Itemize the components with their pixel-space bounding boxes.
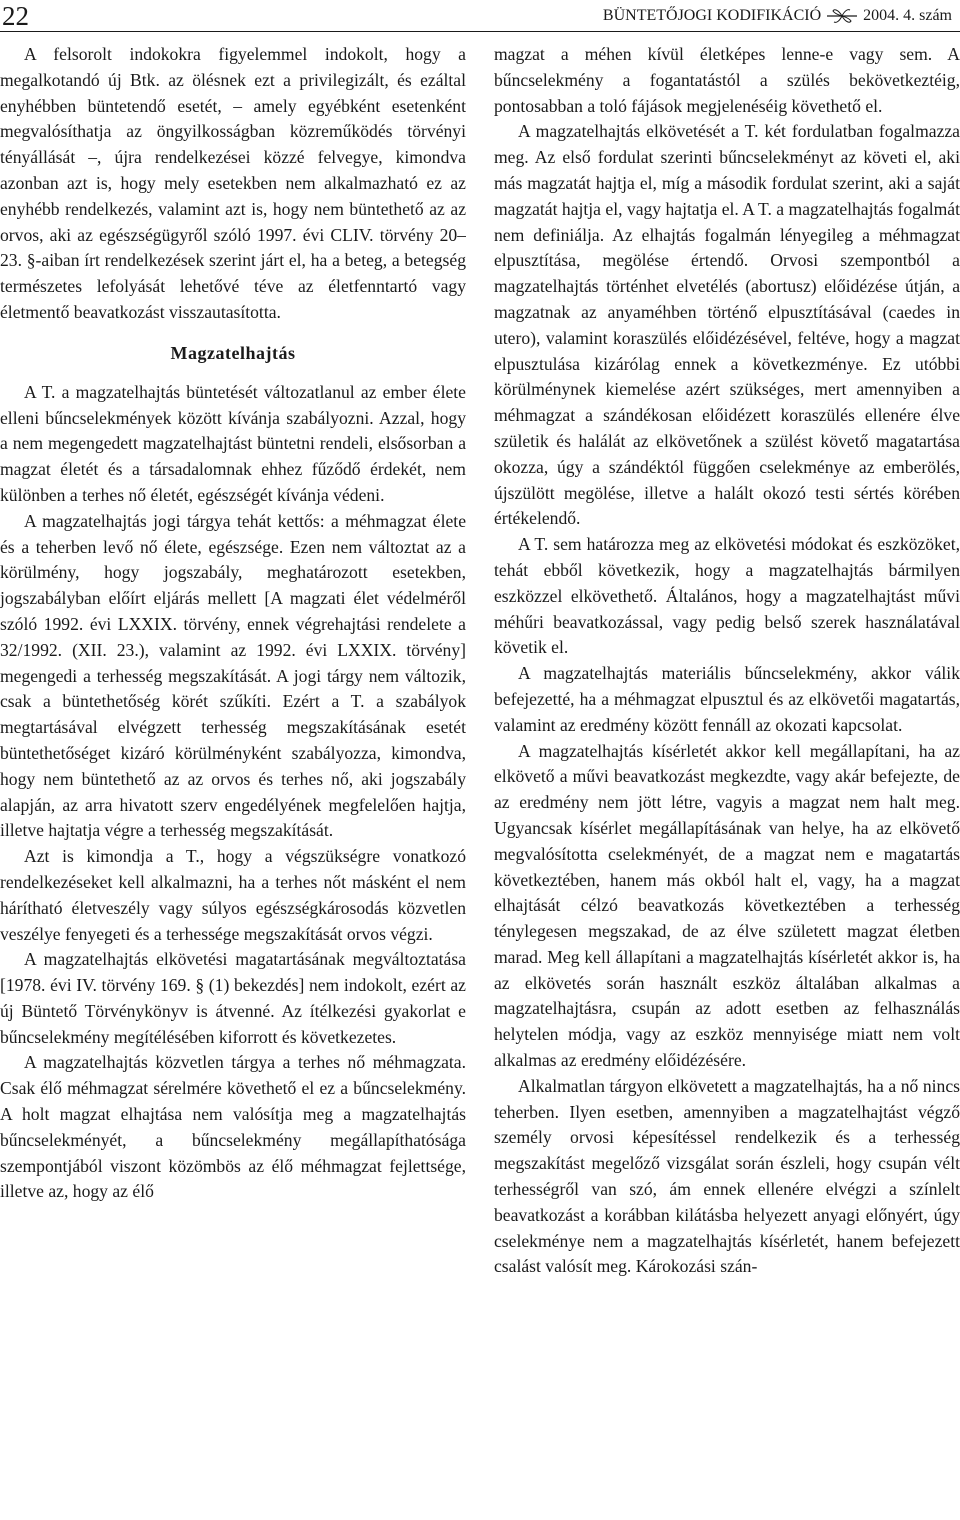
paragraph: A T. a magzatelhajtás büntetését változatlanul az ember élete elleni bűncselekmények között kívánja szabályozni. Azzal, hogy a nem megengedett magzatelhajtást büntetni rendeli, elsősorban a magzat életét és a társadalomnak ehhez fűződő érdekét, nem különben a terhes nő életét, egészségét kívánja védeni. xyxy=(0,381,466,505)
paragraph: A magzatelhajtás közvetlen tárgya a terhes nő méhmagzata. Csak élő méhmagzat sérelmére követhető el ez a bűncselekmény. A holt magzat elhajtása nem valósítja meg a magzatelhajtás bűncselekményét, a bűncselekmény megállapíthatósága szempontjából viszont közömbös az élő méhmagzat fejlettsége, illetve az, hogy az élő xyxy=(0,1052,466,1202)
right-column xyxy=(494,42,960,1518)
paragraph: A felsorolt indokokra figyelemmel indokolt, hogy a megalkotandó új Btk. az ölésnek ezt a privilegizált, és ezáltal enyhébben büntetendő esetét, – amely egyébként esetenként megvalósíthatja az öngyilkosságban közreműködés törvényi tényállását –, újra rendelkezései közzé felvegye, kimondva azonban azt is, hogy mely esetekben nem alkalmazható ez az enyhébb rendelkezés, valamint azt is, hogy nem büntethető az az orvos, aki az egészségügyről szóló 1997. évi CLIV. törvény 20–23. §-aiban írt rendelkezések szerint járt el, ha a beteg, a betegség természetes lefolyását lehetővé téve az életfenntartó vagy életmentő beavatkozást visszautasította. xyxy=(0,44,466,322)
page-number: 22 xyxy=(2,1,29,31)
paragraph: A magzatelhajtás kísérletét akkor kell megállapítani, ha az elkövető a művi beavatkozást megkezdte, vagy akár befejezte, de az eredmény nem jött létre, vagyis a magzat nem halt meg. Ugyancsak kísérlet megállapításának van helye, ha az elkövető megvalósította cselekményét, de a magzat nem e magatartás következtében, hanem más okból halt el, vagy, ha a magzat elhajtását célzó beavatkozás következtében a terhesség ténylegesen megszakad, de az élve született magzat életben marad. Meg kell állapítani a magzatelhajtás kísérletét akkor is, ha az elkövetés során használt eszköz általában alkalmas a magzatelhajtásra, csupán az adott esetben az felhasználás helytelen módja, vagy az eszköz mennyisége miatt nem volt alkalmas az eredmény előidézésére. xyxy=(494,740,960,1071)
paragraph: Alkalmatlan tárgyon elkövetett a magzatelhajtás, ha a nő nincs teherben. Ilyen esetben, amennyiben a magzatelhajtást végző személy orvosi képesítéssel rendelkezik és a terhesség megszakítást megelőző vizsgálat során észleli, hogy csupán vélt terhességről van szó, ám ennek ellenére elvégzi a színlelt beavatkozást a korábban kilátásba helyezett anyagi előnyért, úgy cselekménye nem a magzatelhajtás kísérletét, hanem befejezett csalást valósít meg. Károkozási szán- xyxy=(494,1075,960,1277)
paragraph: A magzatelhajtás elkövetését a T. két fordulatban fogalmazza meg. Az első fordulat szerinti bűncselekményt az követi el, aki más magzatát hajtja el, míg a második fordulat szerint, aki a saját magzatát hajtja el, vagy hajtatja el. A T. a magzatelhajtás fogalmát nem definiálja. Az elhajtás fogalmán lényegileg a méhmagzat elpusztítása, megölése értendő. Orvosi szempontból a magzatelhajtás történhet elvetélés (abortusz) előidézése útján, a magzatnak az anyaméhben történő elpusztításával (caedes in utero), valamint koraszülés előidézésével, feltéve, hogy a magzat elpusztulása kizárólag ennek a következménye. Ez utóbbi körülménynek kiemelése azért szükséges, mert amennyiben a méhmagzat a szándékosan előidézett koraszülés ellenére élve születik és halálát az elkövetőnek a szülést követő magatartása okozza, úgy a szándéktól függően cselekménye az emberölés, újszülött megölése, illetve a halált okozó testi sértés körében értékelendő. xyxy=(494,121,960,529)
issue-label: 2004. 4. szám xyxy=(863,7,952,24)
paragraph: Azt is kimondja a T., hogy a végszükségre vonatkozó rendelkezéseket kell alkalmazni, ha a terhes nőt másként el nem hárítható életveszély vagy súlyos egészségkárosodás közvetlen veszélye fenyegeti és a terhessége megszakítását orvos végzi. xyxy=(0,846,466,944)
section-heading: Magzatelhajtás xyxy=(170,342,296,363)
paragraph: A magzatelhajtás jogi tárgya tehát kettős: a méhmagzat élete és a teherben levő nő élete, egészsége. Ezen nem változtat az a körülmény, hogy jogszabály, meghatározott esetekben, jogszabályban előírt eljárás mellett [A magzati élet védelméről szóló 1992. évi LXXIX. törvény, ennek végrehajtási rendelete a 32/1992. (XII. 23.), valamint az 1992. évi LXXIX. törvény] megengedi a terhesség megszakítását. A jogi tárgy nem változik, csak a büntethetőség körét szűkíti. Ezért a T. a szabályok megtartásával elvégzett terhesség megszakításának esetét büntethetőséget kizáró körülményként szabályozza, kimondva, hogy nem büntethető az az orvos és terhes nő, aki jogszabály alapján, az arra hivatott szerv engedélyének megfelelően hajtja, illetve hajtatja végre a terhesség megszakítását. xyxy=(0,510,466,841)
page-header xyxy=(0,0,960,36)
paragraph: A magzatelhajtás materiális bűncselekmény, akkor válik befejezetté, ha a méhmagzat elpusztul és az elkövetői magatartás, valamint az eredmény között fennáll az okozati kapcsolat. xyxy=(494,663,960,735)
left-column xyxy=(0,42,466,1518)
paragraph: A T. sem határozza meg az elkövetési módokat és eszközöket, tehát ebből következik, hogy a magzatelhajtás bármilyen eszközzel elkövethető. Általános, hogy a magzatelhajtást művi méhűri beavatkozással, vagy pedig belső szerek használatával követik el. xyxy=(494,534,960,658)
journal-title: BÜNTETŐJOGI KODIFIKÁCIÓ xyxy=(602,7,822,24)
paragraph: magzat a méhen kívül életképes lenne-e vagy sem. A bűncselekmény a fogantatástól a szülés bekövetkeztéig, pontosabban a toló fájások megjelenéséig követhető el. xyxy=(494,44,960,116)
paragraph: A magzatelhajtás elkövetési magatartásának megváltoztatása [1978. évi IV. törvény 169. § (1) bekezdés] nem indokolt, ezért az új Büntető Törvénykönyv is átvenné. Az ítélkezési gyakorlat e bűncselekmény megítélésében kiforrott és következetes. xyxy=(0,949,466,1047)
leaf-ornament-icon xyxy=(825,7,859,25)
header-rule xyxy=(0,31,960,32)
running-head xyxy=(603,6,952,26)
